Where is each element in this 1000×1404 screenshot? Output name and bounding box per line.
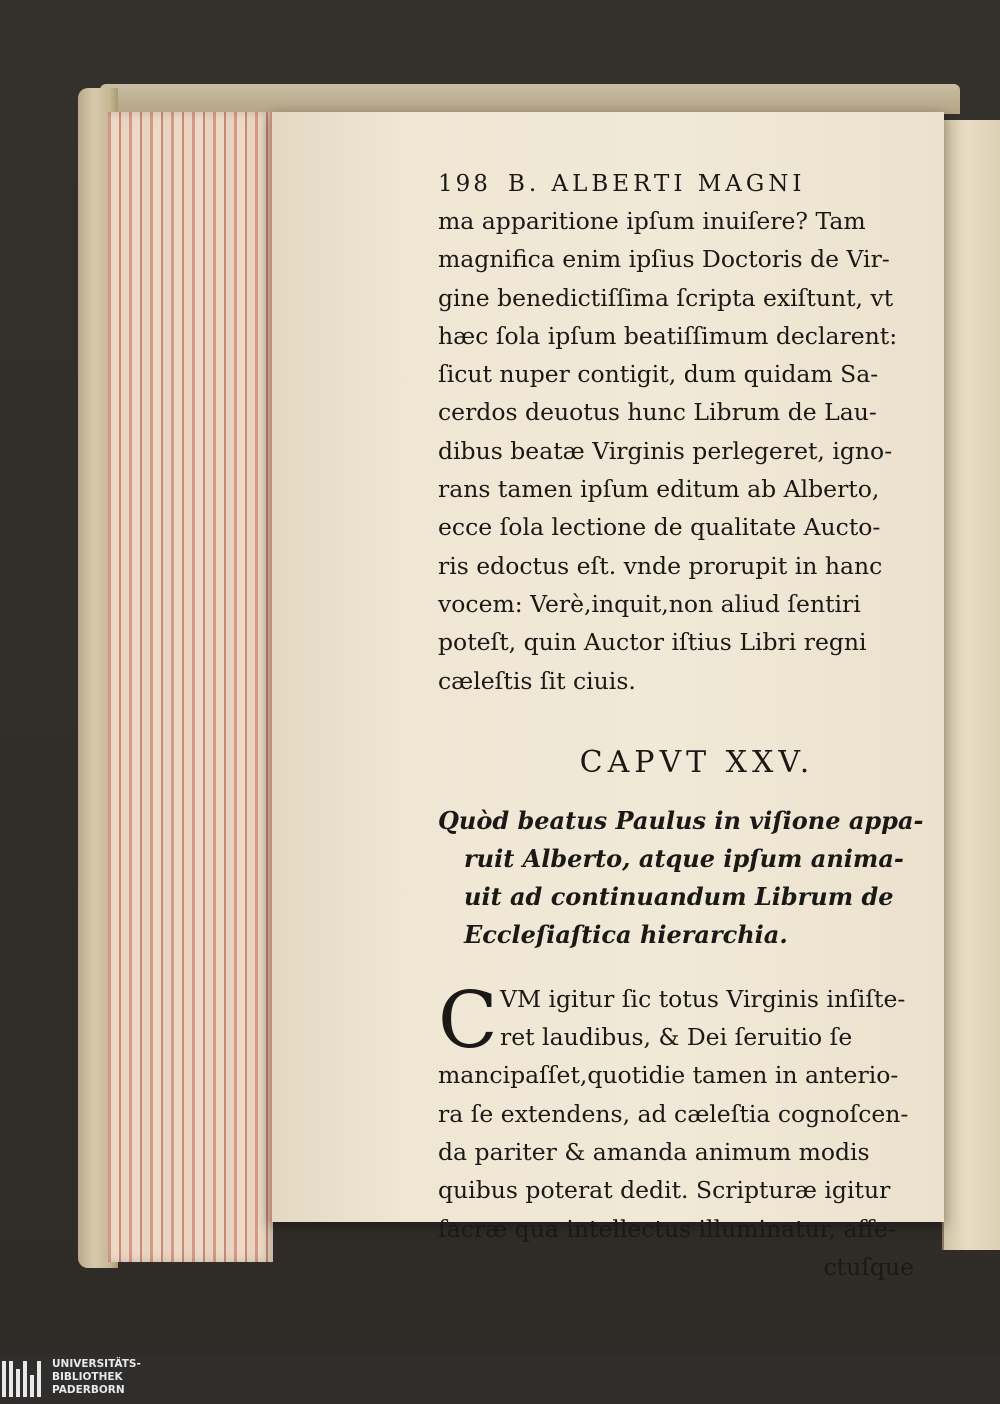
text-line: ecce ſola lectione de qualitate Aucto-: [438, 513, 881, 542]
book-cover-top: [100, 84, 960, 114]
library-line-3: PADERBORN: [52, 1384, 125, 1396]
paragraph-2: [438, 975, 938, 1286]
text-line: poteſt, quin Auctor iſtius Libri regni: [438, 628, 867, 657]
library-logo-icon: [2, 1361, 46, 1397]
text-line: quibus poterat dedit. Scripturæ igitur: [438, 1176, 891, 1205]
running-title: B. ALBERTI MAGNI: [508, 171, 806, 197]
library-line-2: BIBLIOTHEK: [52, 1371, 123, 1383]
page-header: [438, 168, 938, 200]
text-line: ra ſe extendens, ad cæleſtia cognoſcen-: [438, 1099, 909, 1128]
library-line-1: UNIVERSITÄTS-: [52, 1358, 141, 1370]
text-line: da pariter & amanda animum modis: [438, 1138, 870, 1167]
library-footer: [0, 1355, 1000, 1404]
text-line: dibus beatæ Virginis perlegeret, igno-: [438, 436, 893, 465]
text-line: rans tamen ipſum editum ab Alberto,: [438, 475, 880, 504]
text-line: ris edoctus eſt. vnde prorupit in hanc: [438, 551, 883, 580]
paragraph-1: [438, 202, 938, 700]
library-logo-text: [52, 1358, 141, 1397]
text-line: ma apparitione ipſum inuiſere? Tam: [438, 207, 866, 235]
summary-line: ruit Alberto, atque ipſum anima-: [464, 843, 904, 873]
catchword: ctuſque: [823, 1252, 914, 1281]
facing-page-edge: [942, 120, 1000, 1250]
chapter-summary: [438, 802, 938, 954]
page-number: 198: [438, 171, 491, 197]
text-line: vocem: Verè,inquit,non aliud ſentiri: [438, 589, 861, 618]
drop-cap: C: [438, 975, 498, 1066]
summary-line: uit ad continuandum Librum de: [464, 881, 894, 911]
chapter-heading: CAPVT XXV.: [579, 744, 815, 780]
text-line: mancipaſſet,quotidie tamen in anterio-: [438, 1061, 899, 1090]
text-line: VM igitur ſic totus Virginis inſiſte-: [500, 984, 906, 1013]
summary-line: Eccleſiaſtica hierarchia.: [464, 919, 788, 949]
text-line: ſacræ qua intellectus illuminatur, affe-: [438, 1214, 896, 1243]
summary-line: Quòd beatus Paulus in viſione appa-: [438, 805, 924, 835]
text-line: hæc ſola ipſum beatiſſimum declarent:: [438, 321, 898, 350]
page-edges: [108, 112, 273, 1262]
text-line: gine benedictiſſima ſcripta exiſtunt, vt: [438, 283, 894, 312]
page-text: [438, 168, 938, 1286]
text-line: ret laudibus, & Dei ſeruitio ſe: [500, 1023, 853, 1052]
text-line: magnifica enim ipſius Doctoris de Vir-: [438, 245, 890, 274]
text-line: ſicut nuper contigit, dum quidam Sa-: [438, 360, 879, 389]
text-line: cerdos deuotus hunc Librum de Lau-: [438, 398, 877, 427]
text-line: cæleſtis ſit ciuis.: [438, 666, 636, 695]
